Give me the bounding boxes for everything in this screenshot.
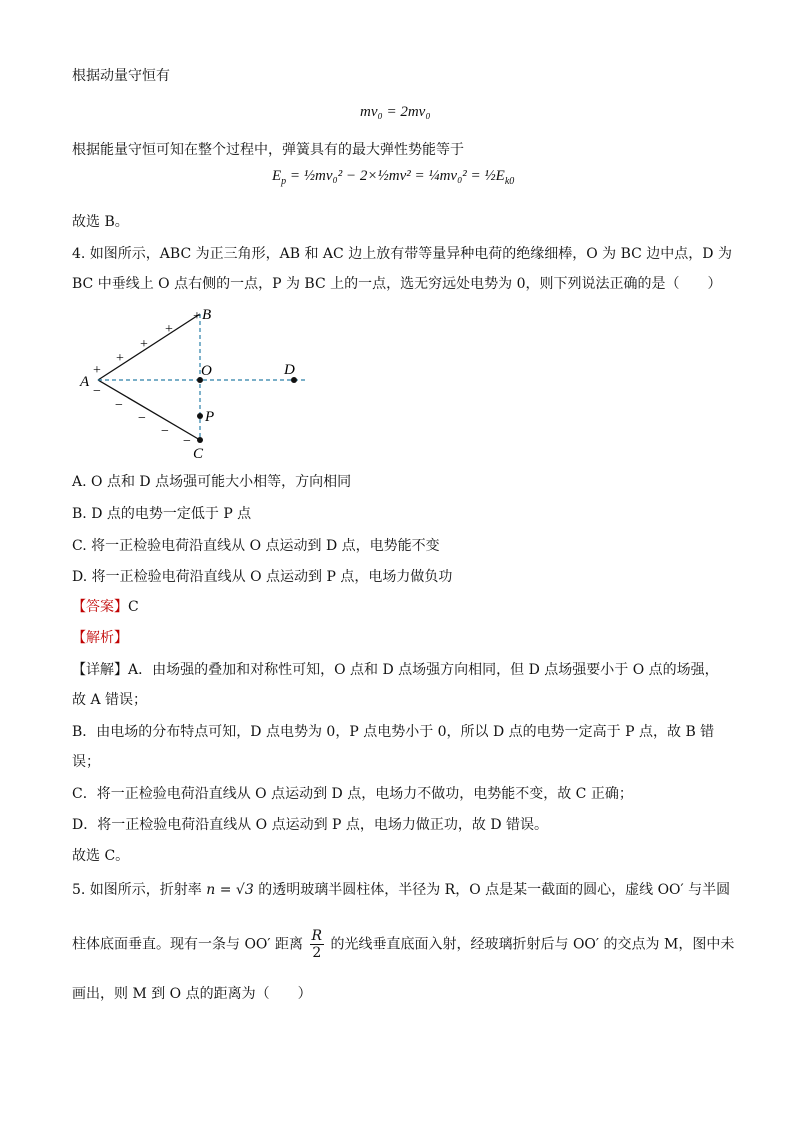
detail-line7: 故选 C。 (72, 848, 130, 864)
option-a: A. O 点和 D 点场强可能大小相等，方向相同 (72, 474, 352, 490)
q5-text: 柱体底面垂直。现有一条与 OO′ 距离 (72, 936, 304, 953)
detail-line2: 故 A 错误； (72, 692, 148, 708)
minus-sign: − (161, 424, 169, 439)
option-b: B. D 点的电势一定低于 P 点 (72, 506, 252, 522)
detail-line1 (72, 660, 719, 680)
energy-lhs-sub: p (281, 176, 287, 187)
triangle-figure (72, 302, 332, 462)
plus-sign: + (165, 322, 173, 337)
detail-text: A．由场强的叠加和对称性可知，O 点和 D 点场强方向相同，但 D 点场强要小于 O 点的场强， (128, 662, 719, 678)
plus-sign: + (93, 363, 101, 378)
minus-sign: − (138, 411, 146, 426)
fraction-r-over-2 (310, 928, 325, 961)
q5-text: 的光线垂直底面入射，经玻璃折射后与 OO′ 的交点为 M，图中未 (330, 936, 735, 953)
label-o: O (201, 363, 212, 379)
energy-lhs: E (272, 168, 282, 184)
question-4-line1: 4. 如图所示，ABC 为正三角形，AB 和 AC 边上放有带等量异种电荷的绝缘细棒，O 为 BC 边中点，D 为 (72, 246, 732, 262)
refractive-index: n = √3 (206, 882, 254, 898)
q5-text: 的透明玻璃半圆柱体，半径为 R，O 点是某一截面的圆心，虚线 OO′ 与半圆 (258, 882, 731, 898)
label-d: D (284, 362, 295, 378)
minus-sign: − (115, 398, 123, 413)
detail-line3: B．由电场的分布特点可知，D 点电势为 0，P 点电势小于 0，所以 D 点的电势一定高于 P 点，故 B 错 (72, 724, 715, 740)
detail-line5: C．将一正检验电荷沿直线从 O 点运动到 D 点，电场力不做功，电势能不变，故 C 正确； (72, 786, 633, 802)
option-d: D. 将一正检验电荷沿直线从 O 点运动到 P 点，电场力做负功 (72, 569, 453, 585)
plus-sign: + (140, 337, 148, 352)
text-line: 故选 B。 (72, 214, 129, 230)
momentum-equation: mv₀ = 2mv₀ (360, 104, 431, 120)
label-p: P (205, 409, 215, 425)
detail-line6: D．将一正检验电荷沿直线从 O 点运动到 P 点，电场力做正功，故 D 错误。 (72, 817, 549, 833)
option-c: C. 将一正检验电荷沿直线从 O 点运动到 D 点，电势能不变 (72, 538, 440, 554)
label-a: A (80, 374, 90, 390)
answer-line (72, 597, 139, 617)
minus-sign: − (93, 384, 101, 399)
question-5-line2 (72, 928, 734, 961)
plus-sign: + (116, 351, 124, 366)
detail-line4: 误； (72, 754, 100, 770)
energy-equation (272, 168, 514, 187)
question-4-line2: BC 中垂线上 O 点右侧的一点，P 为 BC 上的一点，选无穷远处电势为 0，则下列说法正确的是（ ） (72, 276, 722, 292)
text-line: 根据动量守恒有 (72, 68, 170, 84)
energy-rhs-sub: k0 (504, 176, 515, 187)
text-line: 根据能量守恒可知在整个过程中，弹簧具有的最大弹性势能等于 (72, 142, 464, 158)
detail-tag: 【详解】 (72, 662, 128, 678)
question-5-line3: 画出，则 M 到 O 点的距离为（ ） (72, 986, 312, 1002)
minus-sign: − (183, 434, 191, 449)
plus-sign: + (193, 309, 201, 324)
point-c (197, 437, 203, 443)
analysis-tag: 【解析】 (72, 630, 128, 646)
question-5-line1 (72, 880, 730, 900)
answer-value: C (128, 599, 139, 615)
fraction-denominator: 2 (312, 945, 322, 961)
label-c: C (193, 446, 204, 462)
point-p (197, 413, 203, 419)
answer-tag: 【答案】 (72, 599, 128, 615)
q5-text: 5. 如图所示，折射率 (72, 882, 202, 898)
energy-rhs: = ½mv₀² − 2×½mv² = ¼mv₀² = ½E (289, 168, 505, 184)
label-b: B (202, 307, 212, 323)
fraction-numerator: R (311, 928, 323, 944)
